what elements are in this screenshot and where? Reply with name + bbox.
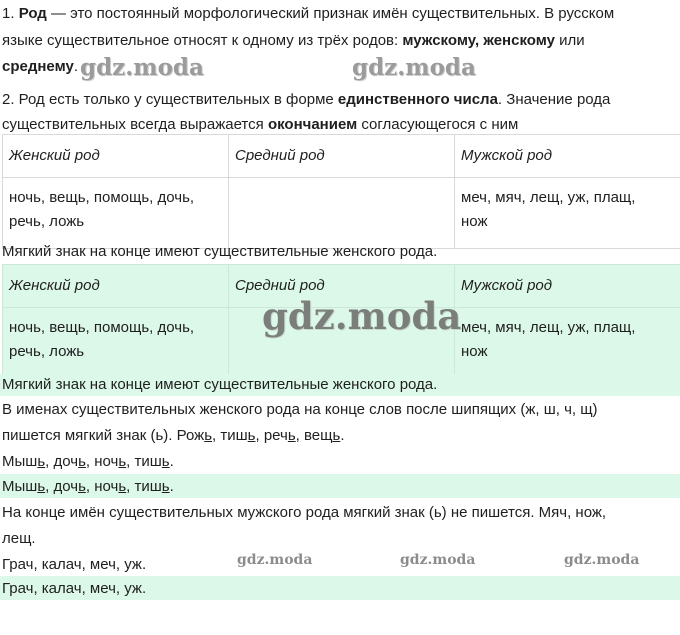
- term-singular: единственного числа: [337, 91, 498, 108]
- soft-sign: ь: [118, 453, 127, 470]
- term-rod: Род: [18, 5, 47, 22]
- term-feminine: женскому: [483, 32, 555, 49]
- paragraph-2-line-1: [2, 90, 610, 110]
- soft-sign-note-highlighted: Мягкий знак на конце имеют существительные женского рода.: [2, 376, 438, 393]
- watermark: gdz.moda: [237, 552, 313, 568]
- rule-feminine-line-2: [2, 426, 344, 446]
- soft-sign: ь: [287, 427, 296, 444]
- soft-sign: ь: [78, 453, 86, 470]
- cell-text: речь, ложь: [9, 343, 85, 360]
- header-feminine: Женский род: [3, 265, 229, 308]
- rule-feminine-line-1: В именах существительных женского рода на конце слов после шипящих (ж, ш, ч, щ): [2, 401, 598, 418]
- separator: ,: [474, 32, 484, 49]
- text: существительных всегда выражается: [2, 116, 268, 133]
- text: Мыш: [2, 453, 38, 470]
- text: .: [340, 427, 345, 444]
- example-feminine: [2, 452, 174, 472]
- cell-feminine: [3, 308, 229, 379]
- watermark: gdz.moda: [262, 294, 462, 338]
- text: пишется мягкий знак (ь). Рож: [2, 427, 205, 444]
- text: , тиш: [126, 453, 162, 470]
- soft-sign: ь: [332, 427, 341, 444]
- term-neuter: среднему: [2, 58, 74, 75]
- example-masculine: Грач, калач, меч, уж.: [2, 556, 147, 573]
- soft-sign: ь: [204, 427, 213, 444]
- text: , тиш: [212, 427, 248, 444]
- text: Мыш: [2, 478, 38, 495]
- example-feminine-highlighted: [2, 477, 174, 497]
- cell-text: речь, ложь: [9, 213, 85, 230]
- example-masculine-highlighted: Грач, калач, меч, уж.: [2, 580, 147, 597]
- soft-sign: ь: [247, 427, 256, 444]
- header-neuter: Средний род: [229, 135, 455, 178]
- soft-sign-note: Мягкий знак на конце имеют существительные женского рода.: [2, 243, 438, 260]
- text: . Значение рода: [497, 91, 611, 108]
- text: .: [169, 453, 174, 470]
- item-number: 1.: [2, 5, 19, 22]
- header-feminine: Женский род: [3, 135, 229, 178]
- text: , доч: [45, 453, 79, 470]
- text: , доч: [45, 478, 79, 495]
- cell-text: нож: [461, 213, 488, 230]
- text: , ноч: [85, 478, 119, 495]
- watermark: gdz.moda: [80, 54, 204, 81]
- term-masculine: мужскому: [402, 32, 475, 49]
- watermark: gdz.moda: [400, 552, 476, 568]
- cell-masculine: [455, 308, 680, 379]
- table-row: [3, 178, 680, 249]
- gender-table: [2, 134, 680, 249]
- paragraph-1-line-2: [2, 31, 585, 51]
- paragraph-1-line-1: [2, 4, 614, 24]
- text: , вещ: [295, 427, 333, 444]
- rule-masculine-line-2: лещ.: [2, 530, 36, 547]
- paragraph-1-line-3: [2, 57, 78, 77]
- cell-text: нож: [461, 343, 488, 360]
- header-neuter: Средний род: [229, 265, 455, 308]
- soft-sign: ь: [118, 478, 127, 495]
- text: , ноч: [85, 453, 119, 470]
- soft-sign: ь: [161, 453, 170, 470]
- term-ending: окончанием: [267, 116, 358, 133]
- soft-sign: ь: [78, 478, 86, 495]
- cell-text: ночь, вещь, помощь, дочь,: [9, 189, 195, 206]
- text: .: [169, 478, 174, 495]
- soft-sign: ь: [37, 478, 46, 495]
- paragraph-2-line-2: [2, 115, 518, 135]
- soft-sign: ь: [37, 453, 46, 470]
- cell-text: меч, мяч, лещ, уж, плащ,: [461, 189, 636, 206]
- text: языке существительное относят к одному из трёх родов:: [2, 32, 403, 49]
- text: или: [554, 32, 585, 49]
- definition-text: — это постоянный морфологический признак имён существительных. В русском: [46, 5, 615, 22]
- soft-sign: ь: [161, 478, 170, 495]
- watermark: gdz.moda: [352, 54, 476, 81]
- watermark: gdz.moda: [564, 552, 640, 568]
- text: , реч: [255, 427, 288, 444]
- cell-masculine: [455, 178, 680, 249]
- table-header-row: [3, 135, 680, 178]
- header-masculine: Мужской род: [455, 265, 680, 308]
- text: 2. Род есть только у существительных в форме: [2, 91, 338, 108]
- cell-feminine: [3, 178, 229, 249]
- rule-masculine-line-1: На конце имён существительных мужского рода мягкий знак (ь) не пишется. Мяч, нож,: [2, 504, 607, 521]
- cell-neuter: [229, 178, 455, 249]
- text: согласующегося с ним: [357, 116, 519, 133]
- text: .: [73, 58, 78, 75]
- text: , тиш: [126, 478, 162, 495]
- cell-text: ночь, вещь, помощь, дочь,: [9, 319, 195, 336]
- header-masculine: Мужской род: [455, 135, 680, 178]
- cell-text: меч, мяч, лещ, уж, плащ,: [461, 319, 636, 336]
